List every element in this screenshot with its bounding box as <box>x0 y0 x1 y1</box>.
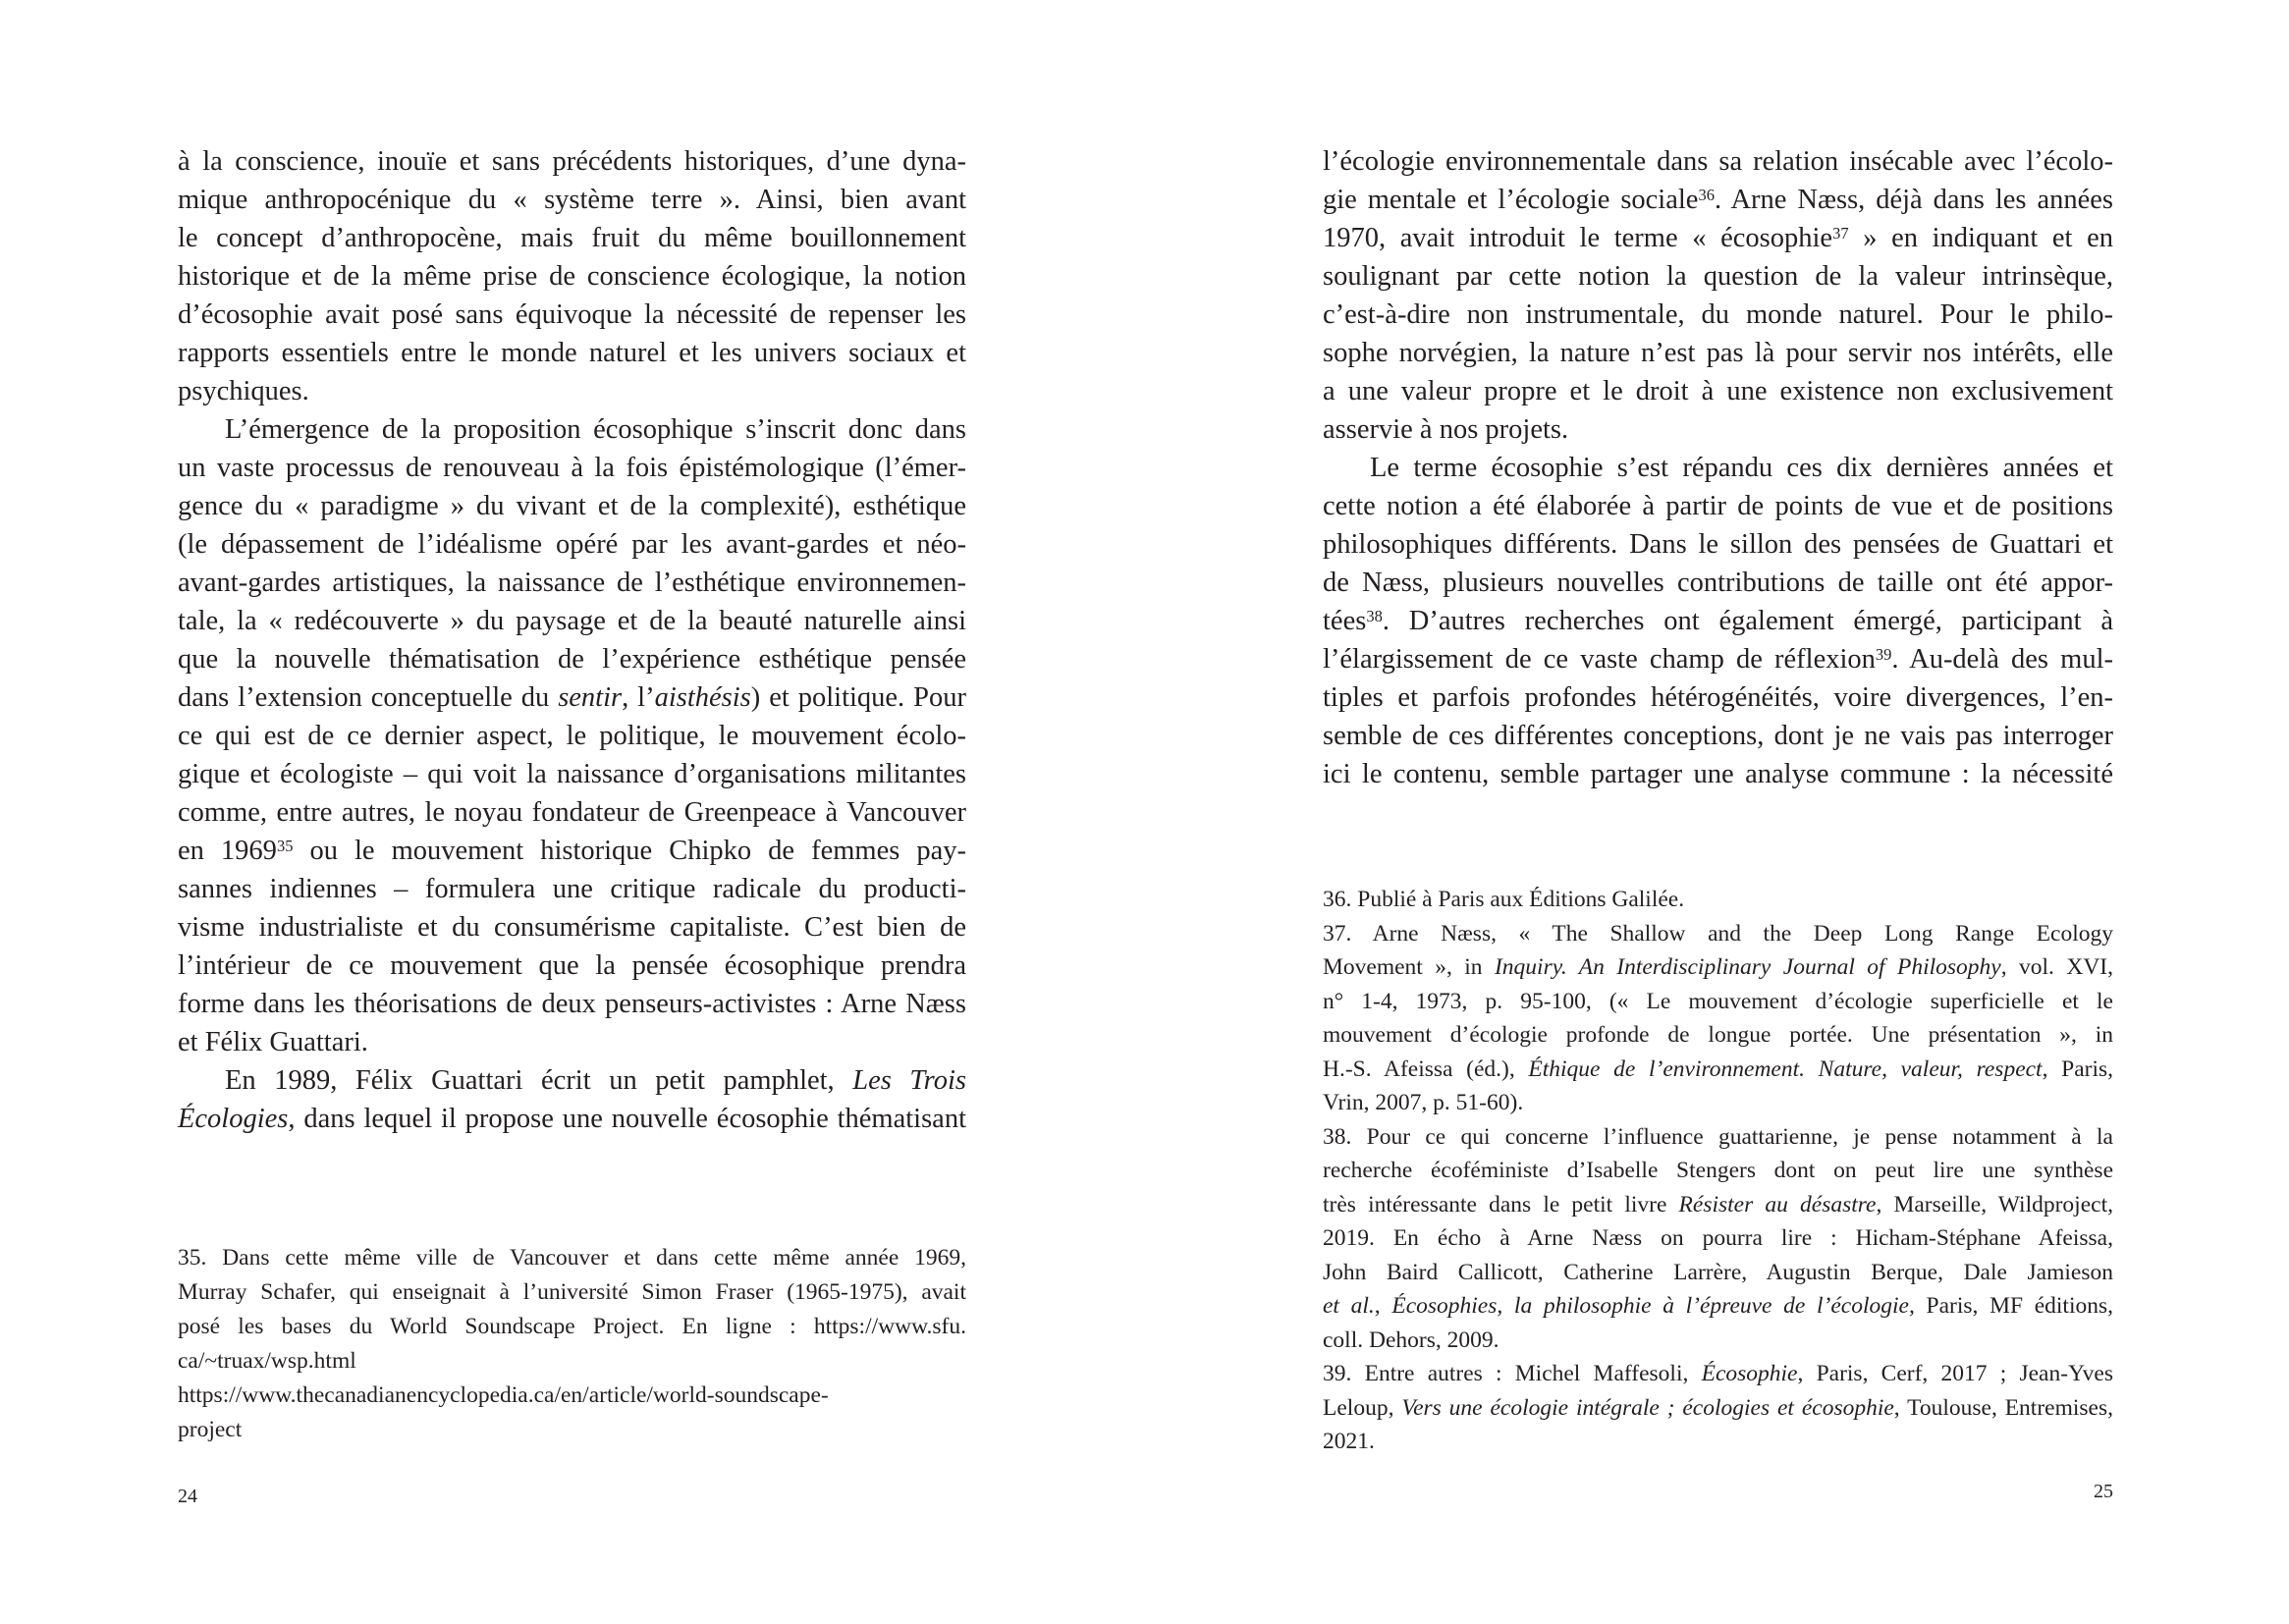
text-line: historique et de la même prise de conscience écologique, la notion <box>178 261 966 292</box>
text-line: gique et écologiste – qui voit la naissance d’organisations militantes <box>178 759 966 789</box>
footnote-line: Vrin, 2007, p. 51-60). <box>1323 1090 1524 1115</box>
footnote-line: et al., Écosophies, la philosophie à l’épreuve de l’écologie, Paris, MF éditions, <box>1323 1293 2113 1319</box>
footnote-line: Murray Schafer, qui enseignait à l’université Simon Fraser (1965-1975), avait <box>178 1279 966 1305</box>
footnote-line: 2021. <box>1323 1429 1375 1454</box>
text-line: asservie à nos projets. <box>1323 414 1569 445</box>
text-line: Écologies, dans lequel il propose une nouvelle écosophie thématisant <box>178 1104 966 1134</box>
footnote-line: H.-S. Afeissa (éd.), Éthique de l’environnement. Nature, valeur, respect, Paris, <box>1323 1056 2113 1082</box>
text-line: c’est-à-dire non instrumentale, du monde naturel. Pour le philo- <box>1323 299 2113 330</box>
text-line: philosophiques différents. Dans le sillon des pensées de Guattari et <box>1323 529 2113 560</box>
text-line: semble de ces différentes conceptions, dont je ne vais pas interroger <box>1323 721 2113 751</box>
text-line: l’intérieur de ce mouvement que la pensée écosophique prendra <box>178 950 966 981</box>
footnote-line: mouvement d’écologie profonde de longue portée. Une présentation », in <box>1323 1022 2113 1048</box>
text-line: soulignant par cette notion la question de la valeur intrinsèque, <box>1323 261 2113 292</box>
footnote-line: 2019. En écho à Arne Næss on pourra lire : Hicham-Stéphane Afeissa, <box>1323 1225 2113 1251</box>
footnote-line: project <box>178 1417 243 1442</box>
text-line: visme industrialiste et du consumérisme capitaliste. C’est bien de <box>178 912 966 943</box>
footnote-line: recherche écoféministe d’Isabelle Stengers dont on peut lire une synthèse <box>1323 1158 2113 1183</box>
footnote-line: 36. Publié à Paris aux Éditions Galilée. <box>1323 887 1685 912</box>
footnote-line: John Baird Callicott, Catherine Larrère, Augustin Berque, Dale Jamieson <box>1323 1259 2113 1285</box>
page-number-left: 24 <box>178 1486 197 1507</box>
text-line: 1970, avait introduit le terme « écosophie$^{37}$ » en indiquant et en <box>1323 223 2113 253</box>
text-line: l’élargissement de ce vaste champ de réflexion$^{39}$. Au-delà des mul- <box>1323 644 2113 675</box>
text-line: gence du « paradigme » du vivant et de la complexité), esthétique <box>178 491 966 521</box>
footnote-line: posé les bases du World Soundscape Project. En ligne : https://www.sfu. <box>178 1314 966 1339</box>
text-line: avant-gardes artistiques, la naissance de l’esthétique environnemen- <box>178 568 966 598</box>
text-line: sannes indiennes – formulera une critique radicale du producti- <box>178 874 966 904</box>
text-line: tiples et parfois profondes hétérogénéités, voire divergences, l’en- <box>1323 682 2113 713</box>
footnote-line: 39. Entre autres : Michel Maffesoli, Écosophie, Paris, Cerf, 2017 ; Jean-Yves <box>1323 1361 2114 1386</box>
footnote-line: Movement », in Inquiry. An Interdisciplinary Journal of Philosophy, vol. XVI, <box>1323 954 2113 980</box>
text-line: en 1969$^{35}$ ou le mouvement historique Chipko de femmes pay- <box>178 836 966 866</box>
text-line: psychiques. <box>178 376 309 406</box>
text-line: l’écologie environnementale dans sa relation insécable avec l’écolo- <box>1323 146 2113 177</box>
text-line: tées$^{38}$. D’autres recherches ont également émergé, participant à <box>1323 606 2113 636</box>
text-line: dans l’extension conceptuelle du sentir, l’aisthésis) et politique. Pour <box>178 682 966 713</box>
text-line: tale, la « redécouverte » du paysage et de la beauté naturelle ainsi <box>178 606 966 636</box>
footnote-line: n° 1-4, 1973, p. 95-100, (« Le mouvement d’écologie superficielle et le <box>1323 988 2113 1014</box>
footnote-line: 37. Arne Næss, « The Shallow and the Deep Long Range Ecology <box>1323 920 2113 947</box>
text-line: cette notion a été élaborée à partir de points de vue et de positions <box>1323 491 2113 521</box>
footnote-line: 38. Pour ce qui concerne l’influence guattarienne, je pense notamment à la <box>1323 1123 2113 1150</box>
footnote-line: https://www.thecanadianencyclopedia.ca/en/article/world-soundscape- <box>178 1382 829 1408</box>
text-line: un vaste processus de renouveau à la fois épistémologique (l’émer- <box>178 453 966 483</box>
text-line: comme, entre autres, le noyau fondateur de Greenpeace à Vancouver <box>178 797 966 828</box>
text-line: (le dépassement de l’idéalisme opéré par les avant-gardes et néo- <box>178 529 966 560</box>
footnote-line: ca/~truax/wsp.html <box>178 1348 356 1374</box>
text-line: L’émergence de la proposition écosophique s’inscrit donc dans <box>225 414 966 445</box>
text-line: mique anthropocénique du « système terre ». Ainsi, bien avant <box>178 185 966 215</box>
text-line: à la conscience, inouïe et sans précédents historiques, d’une dyna- <box>178 146 966 177</box>
page-number-right: 25 <box>2094 1481 2113 1502</box>
text-line: ce qui est de ce dernier aspect, le politique, le mouvement écolo- <box>178 721 966 751</box>
text-line: Le terme écosophie s’est répandu ces dix dernières années et <box>1370 453 2113 483</box>
footnote-line: coll. Dehors, 2009. <box>1323 1326 1499 1353</box>
text-line: a une valeur propre et le droit à une existence non exclusivement <box>1323 376 2113 406</box>
text-line: rapports essentiels entre le monde naturel et les univers sociaux et <box>178 338 966 368</box>
text-line: de Næss, plusieurs nouvelles contributions de taille ont été appor- <box>1323 568 2113 598</box>
footnote-line: 35. Dans cette même ville de Vancouver et dans cette même année 1969, <box>178 1245 966 1271</box>
text-line: ici le contenu, semble partager une analyse commune : la nécessité <box>1323 759 2113 789</box>
text-line: sophe norvégien, la nature n’est pas là pour servir nos intérêts, elle <box>1323 338 2113 368</box>
left-page <box>0 0 1144 1624</box>
text-line: forme dans les théorisations de deux penseurs-activistes : Arne Næss <box>178 989 966 1019</box>
text-line: le concept d’anthropocène, mais fruit du même bouillonnement <box>178 223 966 253</box>
footnote-line: très intéressante dans le petit livre Résister au désastre, Marseille, Wildproject, <box>1323 1191 2113 1218</box>
text-line: d’écosophie avait posé sans équivoque la nécessité de repenser les <box>178 299 966 330</box>
text-line: gie mentale et l’écologie sociale$^{36}$. Arne Næss, déjà dans les années <box>1323 185 2113 215</box>
text-line: En 1989, Félix Guattari écrit un petit pamphlet, Les Trois <box>225 1065 966 1096</box>
footnote-line: Leloup, Vers une écologie intégrale ; écologies et écosophie, Toulouse, Entremises, <box>1323 1394 2113 1421</box>
right-page <box>1144 0 2289 1624</box>
text-line: et Félix Guattari. <box>178 1027 368 1057</box>
text-line: que la nouvelle thématisation de l’expérience esthétique pensée <box>178 644 966 675</box>
